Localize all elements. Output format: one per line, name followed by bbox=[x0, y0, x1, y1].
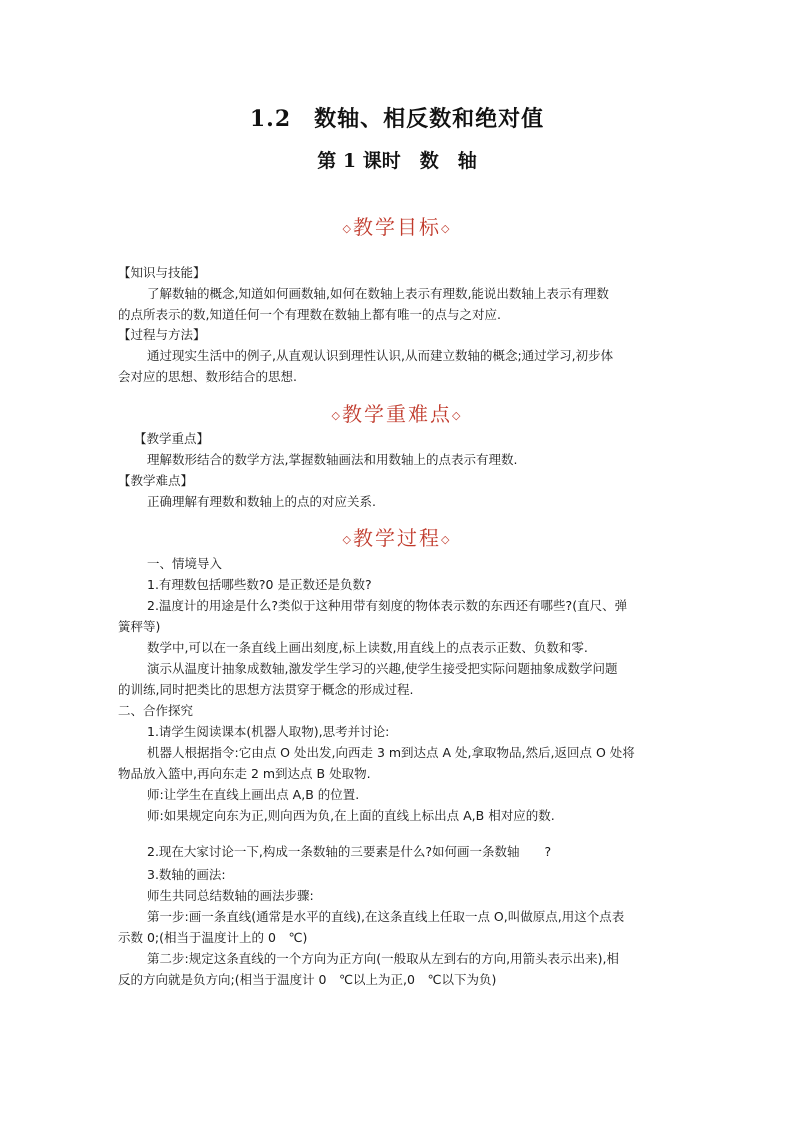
diamond-icon: ◇ bbox=[342, 222, 353, 235]
section-process-label: 教学过程 bbox=[353, 526, 441, 550]
section-key-label: 教学重难点 bbox=[342, 402, 452, 426]
process-method-heading: 【过程与方法】 bbox=[118, 327, 206, 342]
process-first-step-b: 示数 0;(相当于温度计上的 0 ℃) bbox=[118, 930, 308, 945]
knowledge-text-2: 的点所表示的数,知道任何一个有理数在数轴上都有唯一的点与之对应. bbox=[118, 307, 501, 322]
process-first-step-a: 第一步:画一条直线(通常是水平的直线),在这条直线上任取一点 O,叫做原点,用这个点表 bbox=[147, 909, 625, 924]
focus-heading: 【教学重点】 bbox=[134, 431, 210, 446]
section-heading-key-points bbox=[0, 398, 794, 427]
focus-text: 理解数形结合的数学方法,掌握数轴画法和用数轴上的点表示有理数. bbox=[147, 452, 518, 467]
process-heading-2: 二、合作探究 bbox=[118, 703, 194, 718]
process-question-1: 1.有理数包括哪些数?0 是正数还是负数? bbox=[147, 577, 372, 592]
process-step-2: 2.现在大家讨论一下,构成一条数轴的三要素是什么?如何画一条数轴 ? bbox=[147, 844, 552, 859]
diamond-icon: ◇ bbox=[441, 533, 452, 546]
process-method-text-1: 通过现实生活中的例子,从直观认识到理性认识,从而建立数轴的概念;通过学习,初步体 bbox=[147, 348, 614, 363]
lesson-subtitle: 第 1 课时 数 轴 bbox=[317, 150, 477, 172]
process-paragraph-1: 数学中,可以在一条直线上画出刻度,标上读数,用直线上的点表示正数、负数和零. bbox=[147, 640, 588, 655]
knowledge-text-1: 了解数轴的概念,知道如何画数轴,如何在数轴上表示有理数,能说出数轴上表示有理数 bbox=[147, 286, 609, 301]
process-paragraph-2b: 的训练,同时把类比的思想方法贯穿于概念的形成过程. bbox=[118, 682, 414, 697]
process-step-1: 1.请学生阅读课本(机器人取物),思考并讨论: bbox=[147, 724, 390, 739]
diamond-icon: ◇ bbox=[342, 533, 353, 546]
process-teacher-1: 师:让学生在直线上画出点 A,B 的位置. bbox=[147, 787, 360, 802]
process-robot-2: 物品放入篮中,再向东走 2 m到达点 B 处取物. bbox=[118, 766, 371, 781]
process-robot-1: 机器人根据指令:它由点 O 处出发,向西走 3 m到达点 A 处,拿取物品,然后,返回点 O 处将 bbox=[147, 745, 635, 760]
process-question-2a: 2.温度计的用途是什么?类似于这种用带有刻度的物体表示数的东西还有哪些?(直尺、弹 bbox=[147, 598, 628, 613]
process-method-text-2: 会对应的思想、数形结合的思想. bbox=[118, 369, 297, 384]
process-teacher-2: 师:如果规定向东为正,则向西为负,在上面的直线上标出点 A,B 相对应的数. bbox=[147, 808, 555, 823]
process-step-3: 3.数轴的画法: bbox=[147, 867, 226, 882]
process-question-2b: 簧秤等) bbox=[118, 619, 161, 634]
section-goals-label: 教学目标 bbox=[353, 215, 441, 239]
diamond-icon: ◇ bbox=[331, 409, 342, 422]
difficulty-text: 正确理解有理数和数轴上的点的对应关系. bbox=[147, 494, 376, 509]
section-heading-goals bbox=[0, 211, 794, 240]
diamond-icon: ◇ bbox=[452, 409, 463, 422]
difficulty-heading: 【教学难点】 bbox=[118, 473, 194, 488]
process-heading-1: 一、情境导入 bbox=[147, 556, 223, 571]
knowledge-heading: 【知识与技能】 bbox=[118, 265, 206, 280]
page-title: 1.2 数轴、相反数和绝对值 bbox=[249, 106, 545, 132]
diamond-icon: ◇ bbox=[441, 222, 452, 235]
section-heading-process bbox=[0, 522, 794, 551]
process-paragraph-2a: 演示从温度计抽象成数轴,激发学生学习的兴趣,使学生接受把实际问题抽象成数学问题 bbox=[147, 661, 618, 676]
process-second-step-b: 反的方向就是负方向;(相当于温度计 0 ℃以上为正,0 ℃以下为负) bbox=[118, 972, 497, 987]
process-second-step-a: 第二步:规定这条直线的一个方向为正方向(一般取从左到右的方向,用箭头表示出来),相 bbox=[147, 951, 619, 966]
process-summary: 师生共同总结数轴的画法步骤: bbox=[147, 888, 314, 903]
